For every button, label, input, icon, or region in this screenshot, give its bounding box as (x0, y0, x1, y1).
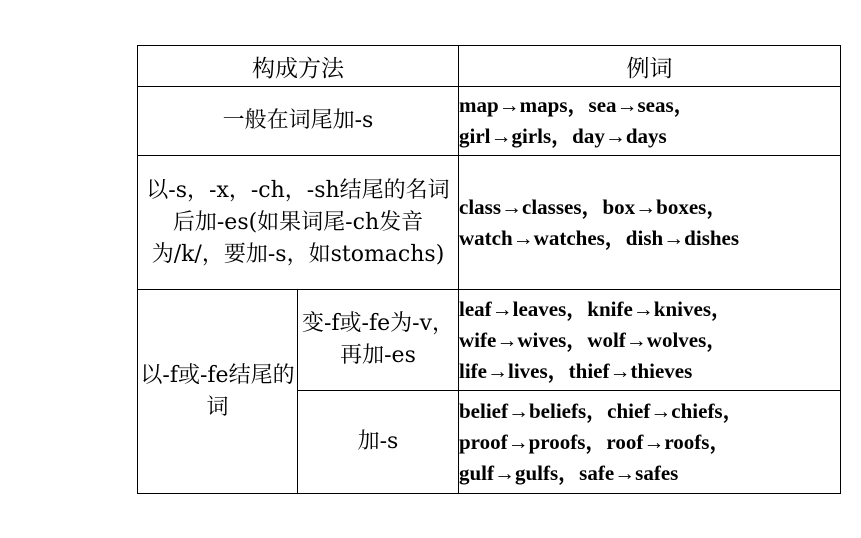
table-row (138, 156, 841, 290)
rule-examples (459, 391, 841, 494)
rule-method: 以-s，-x，-ch，-sh结尾的名词后加-es(如果词尾-ch发音为/k/，要加-s，如stomachs) (138, 156, 459, 290)
rule-method: 一般在词尾加-s (138, 87, 459, 156)
rule-examples (459, 156, 841, 290)
table-row (138, 290, 841, 391)
rule-method: 加-s (298, 391, 459, 494)
rule-examples (459, 87, 841, 156)
rule-examples (459, 290, 841, 391)
example-line: proof→proofs，roof→roofs， (459, 429, 731, 454)
header-method: 构成方法 (138, 46, 459, 87)
example-line: life→lives，thief→thieves (459, 358, 693, 383)
rule-method: 变-f或-fe为-v，再加-es (298, 290, 459, 391)
example-line: leaf→leaves，knife→knives， (459, 296, 732, 321)
example-line: gulf→gulfs，safe→safes (459, 460, 679, 485)
example-line: map→maps，sea→seas， (459, 93, 695, 117)
example-line: girl→girls，day→days (459, 124, 667, 148)
header-examples: 例词 (459, 46, 841, 87)
rule-group: 以-f或-fe结尾的词 (138, 290, 298, 494)
example-line: watch→watches，dish→dishes (459, 225, 740, 250)
header-row (138, 46, 841, 87)
example-line: wife→wives，wolf→wolves， (459, 327, 728, 352)
example-line: belief→beliefs，chief→chiefs， (459, 398, 744, 423)
example-line: class→classes，box→boxes， (459, 194, 728, 219)
plural-rules-table (137, 45, 841, 494)
table-row (138, 87, 841, 156)
